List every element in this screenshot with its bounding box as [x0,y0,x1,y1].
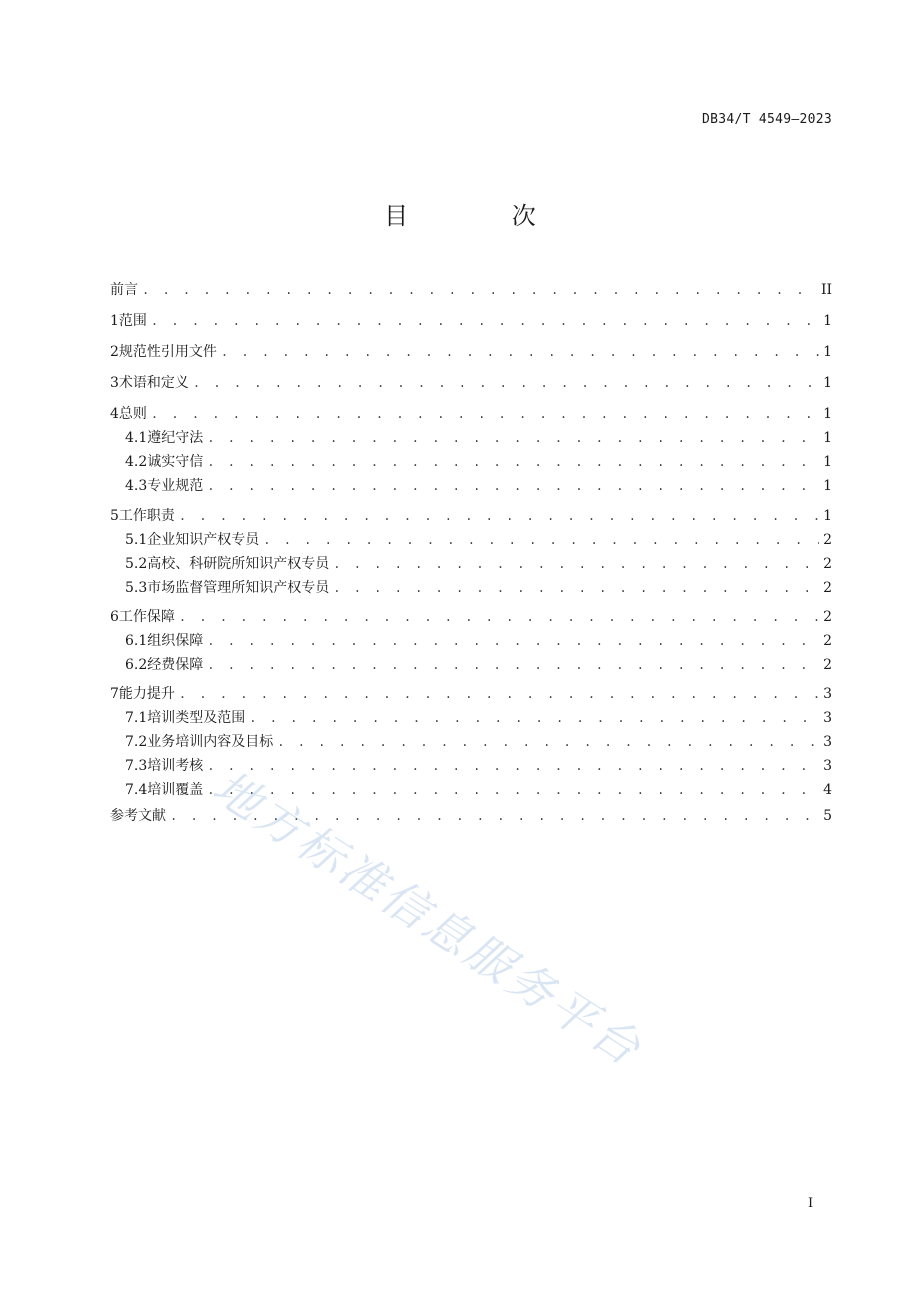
toc-entry-foreword[interactable] [110,279,832,301]
toc-subentry[interactable] [125,707,832,729]
toc-entry-label: 能力提升 [118,686,175,702]
dot-leader [207,630,819,652]
toc-entry-page: 1 [823,344,832,360]
toc-entry-number: 5.1 [125,532,148,548]
dot-leader [207,427,819,449]
toc-entry-number: 6.2 [125,657,148,673]
dot-leader [249,707,819,729]
document-code: DB34/T 4549—2023 [701,112,832,127]
toc-entry-label: 总则 [118,406,147,422]
page-title: 目 次 [384,202,584,230]
toc-entry-label: 工作职责 [118,508,175,524]
dot-leader [263,529,819,551]
toc-entry-label: 高校、科研院所知识产权专员 [147,556,330,572]
toc-entry[interactable] [110,341,832,363]
toc-entry-page: 2 [823,556,832,572]
toc-entry-number: 7.4 [125,782,148,798]
toc-entry-label: 组织保障 [147,633,204,649]
page-number: I [808,1196,814,1211]
dot-leader [179,606,819,628]
toc-entry-label: 培训考核 [147,758,204,774]
toc-entry-label: 市场监督管理所知识产权专员 [147,580,330,596]
dot-leader [151,403,819,425]
toc-entry[interactable] [110,683,832,705]
toc-subentry[interactable] [125,475,832,497]
toc-entry-label: 范围 [118,313,147,329]
toc-entry-number: 7.2 [125,734,148,750]
toc-entry-page: 2 [823,532,832,548]
toc-subentry[interactable] [125,577,832,599]
toc-entry-number: 5.3 [125,580,148,596]
dot-leader [151,310,819,332]
toc-entry-page: 5 [823,808,832,824]
toc-entry-label: 工作保障 [118,609,175,625]
toc-entry[interactable] [110,372,832,394]
toc-entry-label: 培训覆盖 [147,782,204,798]
toc-entry-page: 1 [823,375,832,391]
toc-subentry[interactable] [125,529,832,551]
toc-entry-label: 前言 [110,282,138,298]
dot-leader [179,505,819,527]
dot-leader [207,475,819,497]
toc-entry-page: II [820,282,832,298]
toc-subentry[interactable] [125,654,832,676]
toc-entry[interactable] [110,310,832,332]
toc-entry-number: 7 [110,686,119,702]
toc-entry-label: 经费保障 [147,657,204,673]
toc-entry-label: 培训类型及范围 [147,710,246,726]
dot-leader [207,755,819,777]
toc-entry-number: 4.3 [125,478,148,494]
toc-entry-page: 3 [823,686,832,702]
watermark: 地方标准信息服务平台 [203,759,653,1078]
toc-entry-page: 4 [823,782,832,798]
dot-leader [221,341,819,363]
toc-entry-label: 遵纪守法 [147,430,204,446]
toc-entry[interactable] [110,403,832,425]
toc-entry-number: 4.1 [125,430,148,446]
toc-entry-page: 1 [823,313,832,329]
toc-entry-number: 1 [110,313,119,329]
toc-entry-page: 1 [823,454,832,470]
toc-subentry[interactable] [125,427,832,449]
toc-entry-page: 3 [823,734,832,750]
toc-entry-number: 6 [110,609,119,625]
toc-entry-page: 2 [823,580,832,596]
toc-entry-number: 5.2 [125,556,148,572]
toc-subentry[interactable] [125,553,832,575]
toc-subentry[interactable] [125,731,832,753]
toc-entry-label: 专业规范 [147,478,204,494]
toc-entry-page: 2 [823,657,832,673]
toc-entry-label: 业务培训内容及目标 [147,734,274,750]
toc-entry-page: 3 [823,710,832,726]
toc-entry[interactable] [110,505,832,527]
dot-leader [333,553,819,575]
toc-entry-page: 3 [823,758,832,774]
toc-entry-page: 1 [823,406,832,422]
toc-entry-page: 2 [823,609,832,625]
toc-entry-number: 7.1 [125,710,148,726]
toc-subentry[interactable] [125,630,832,652]
toc-entry-label: 参考文献 [110,808,166,824]
toc-entry-label: 规范性引用文件 [118,344,217,360]
dot-leader [207,451,819,473]
dot-leader [193,372,819,394]
toc-entry-page: 1 [823,478,832,494]
toc-entry-number: 3 [110,375,119,391]
toc-entry-label: 企业知识产权专员 [147,532,260,548]
dot-leader [277,731,819,753]
toc-entry-number: 5 [110,508,119,524]
toc-entry-label: 诚实守信 [147,454,204,470]
dot-leader [179,683,819,705]
toc-entry-page: 1 [823,430,832,446]
dot-leader [207,654,819,676]
toc-entry-number: 4.2 [125,454,148,470]
toc-entry-number: 7.3 [125,758,148,774]
dot-leader [333,577,819,599]
toc-entry-number: 4 [110,406,119,422]
toc-subentry[interactable] [125,451,832,473]
toc-entry-page: 2 [823,633,832,649]
toc-entry-page: 1 [823,508,832,524]
dot-leader [142,279,817,301]
toc-entry-number: 2 [110,344,119,360]
toc-entry-label: 术语和定义 [118,375,189,391]
toc-entry[interactable] [110,606,832,628]
toc-entry-number: 6.1 [125,633,148,649]
